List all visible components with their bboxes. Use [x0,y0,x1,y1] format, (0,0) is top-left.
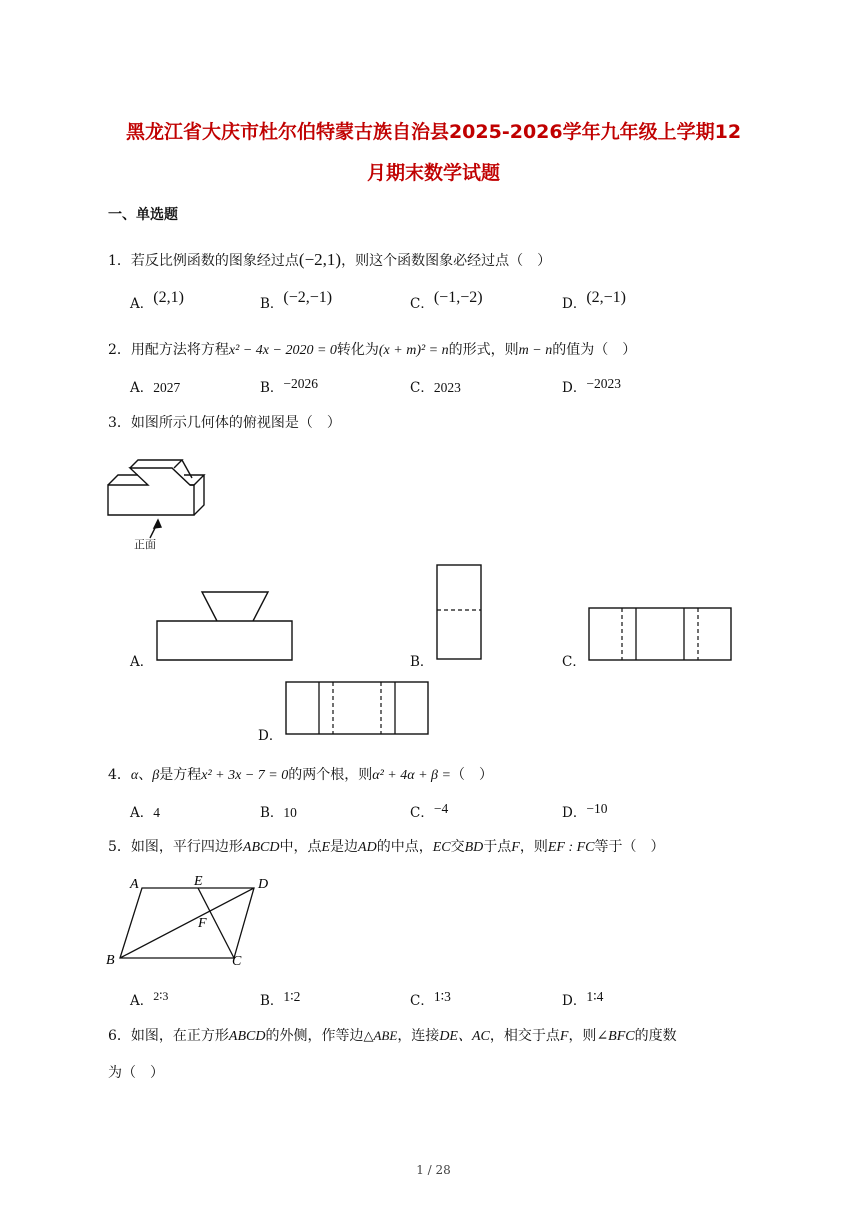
question-6 [108,1025,677,1045]
doc-title-line2: 月期末数学试题 [366,162,500,184]
option-label: C． [410,993,434,1009]
right-face [194,475,204,515]
option-value: (−2,−1) [283,289,333,306]
q3-option-b-label[interactable]: B． [410,654,434,670]
option-label: D． [562,993,587,1009]
q2-number: 2． [108,342,131,358]
top-edge-right [184,475,204,485]
option-value: (−1,−2) [433,289,483,306]
option-label: B． [260,993,284,1009]
q1-option-a[interactable] [130,289,184,313]
page-total: 28 [435,1163,451,1177]
q4-beta: β [152,768,160,783]
q5-text-h: 等于（ ） [594,839,665,855]
q4-option-b[interactable] [260,801,297,821]
q3-option-d-label[interactable]: D． [258,728,283,744]
q2-option-a[interactable] [130,376,180,396]
q5-text-c: 是边 [330,839,359,855]
q2-text-d: 的值为（ ） [552,342,637,358]
q6-text-f: 的度数 [634,1028,677,1044]
q5-number: 5． [108,839,131,855]
q6-text-a: 如图，在正方形 [130,1028,229,1044]
option-label: C． [410,380,434,396]
q5-text-d: 的中点， [376,839,433,855]
page-sep: / [423,1163,436,1177]
option-value: −2026 [283,376,319,391]
q2-option-b[interactable] [260,376,318,396]
option-value: −10 [586,801,608,816]
option-label: A． [130,380,154,396]
top-edge-left [108,475,138,485]
q5-option-a[interactable] [130,989,168,1009]
q5-text-a: 如图，平行四边形 [130,839,243,855]
q6-text-e: ，则 [568,1028,597,1044]
q5-ad: AD [358,840,377,855]
option-a-outline [157,592,292,660]
option-d-rect [286,682,428,734]
q1-option-c[interactable] [410,289,483,313]
q4-text-b: 的两个根，则 [288,767,373,783]
q5-abcd: ABCD [242,840,280,855]
page-current: 1 [416,1163,424,1177]
option-label: B． [260,296,284,312]
q1-point: (−2,1) [298,250,342,269]
q1-option-b[interactable] [260,289,333,313]
option-value: 1∶2 [283,989,301,1004]
option-value: 2023 [433,380,461,395]
q6-line2: 为（ ） [108,1065,164,1081]
q3-option-b-figure[interactable] [434,562,484,662]
q3-option-d-figure[interactable] [283,679,431,737]
q1-option-d[interactable] [562,289,627,313]
option-value: 2∶3 [153,989,169,1003]
q6-triangle: △ABE [363,1028,398,1043]
q2-option-d[interactable] [562,376,621,396]
option-label: C． [410,296,434,312]
option-value: 4 [153,805,160,820]
q4-option-d[interactable] [562,801,607,821]
question-1 [108,250,551,270]
option-value: 1∶3 [433,989,451,1004]
q2-target-form: (x + m)² = n [378,343,449,358]
option-label: D． [562,380,587,396]
q1-text-a: 若反比例函数的图象经过点 [130,253,299,269]
option-value: (2,−1) [586,289,627,306]
option-b-rect [437,565,481,659]
label-d: D [258,877,269,892]
label-b: B [106,953,115,968]
label-e: E [194,874,203,889]
q5-text-b: 中，点 [279,839,322,855]
q5-text-g: ，则 [519,839,548,855]
option-label: D． [562,296,587,312]
option-label: B． [260,380,284,396]
option-value: −2023 [586,376,621,391]
question-2 [108,339,636,359]
question-4 [108,764,493,784]
section-heading: 一、单选题 [108,207,178,223]
option-label: C． [410,805,434,821]
q6-number: 6． [108,1028,131,1044]
q5-option-d[interactable] [562,989,603,1009]
q4-expression: α² + 4α + β = [372,768,451,783]
q4-sep: 、 [138,767,153,783]
q6-text-b: 的外侧，作等边 [265,1028,364,1044]
q4-alpha: α [130,768,139,783]
q6-angle: ∠BFC [596,1029,635,1044]
q5-ratio: EF : FC [547,840,595,855]
q2-equation: x² − 4x − 2020 = 0 [228,343,337,358]
option-value: (2,1) [153,289,184,306]
option-label: A． [130,296,154,312]
arrow-head [154,520,161,528]
q3-option-c-figure[interactable] [586,605,734,663]
q2-text-a: 用配方法将方程 [130,342,229,358]
q3-option-c-label[interactable]: C． [562,654,586,670]
q5-option-b[interactable] [260,989,300,1009]
label-a: A [130,877,139,892]
q4-text-c: （ ） [450,767,493,783]
q5-text-e: 交 [450,839,465,855]
q3-option-a-figure[interactable] [152,588,297,663]
q5-f: F [511,840,520,855]
q6-f: F [559,1029,569,1044]
q6-abcd: ABCD [228,1029,266,1044]
q5-e: E [321,840,331,855]
option-value: −4 [433,801,449,816]
q1-number: 1． [108,253,131,269]
q3-number: 3． [108,415,131,431]
q2-option-c[interactable] [410,376,461,396]
q4-text-a: 是方程 [159,767,202,783]
page-indicator [0,1163,867,1177]
q5-text-f: 于点 [483,839,512,855]
q2-text-c: 的形式，则 [448,342,519,358]
q4-equation: x² + 3x − 7 = 0 [201,768,289,783]
option-value: 10 [283,805,297,820]
option-label: D． [562,805,587,821]
q5-bd: BD [464,840,484,855]
q6-segments: DE、AC [439,1029,490,1044]
top-face-middle [130,460,182,468]
label-c: C [232,954,242,968]
q3-text: 如图所示几何体的俯视图是（ ） [130,415,341,431]
q5-ec: EC [432,840,451,855]
q5-option-c[interactable] [410,989,451,1009]
option-value: 1∶4 [586,989,604,1004]
q5-parallelogram-figure [100,872,280,968]
label-f: F [198,916,207,931]
doc-title-line1: 黑龙江省大庆市杜尔伯特蒙古族自治县2025-2026学年九年级上学期12 [125,121,742,143]
option-label: A． [130,805,154,821]
option-label: A． [130,993,154,1009]
question-5 [108,836,665,856]
option-c-rect [589,608,731,660]
option-value: 2027 [153,380,181,395]
q1-text-b: ，则这个函数图象必经过点（ ） [341,253,552,269]
q3-solid-figure [100,440,230,550]
q3-option-a-label[interactable]: A． [130,654,154,670]
option-label: B． [260,805,284,821]
front-label: 正面 [134,538,156,551]
question-3 [108,412,341,432]
q6-text-d: ，相交于点 [489,1028,560,1044]
q4-option-c[interactable] [410,801,448,821]
q2-text-b: 转化为 [336,342,379,358]
q4-number: 4． [108,767,131,783]
q4-option-a[interactable] [130,801,160,821]
q6-text-c: ，连接 [397,1028,440,1044]
diagonal-bd [120,888,254,958]
q2-expression: m − n [518,343,553,358]
